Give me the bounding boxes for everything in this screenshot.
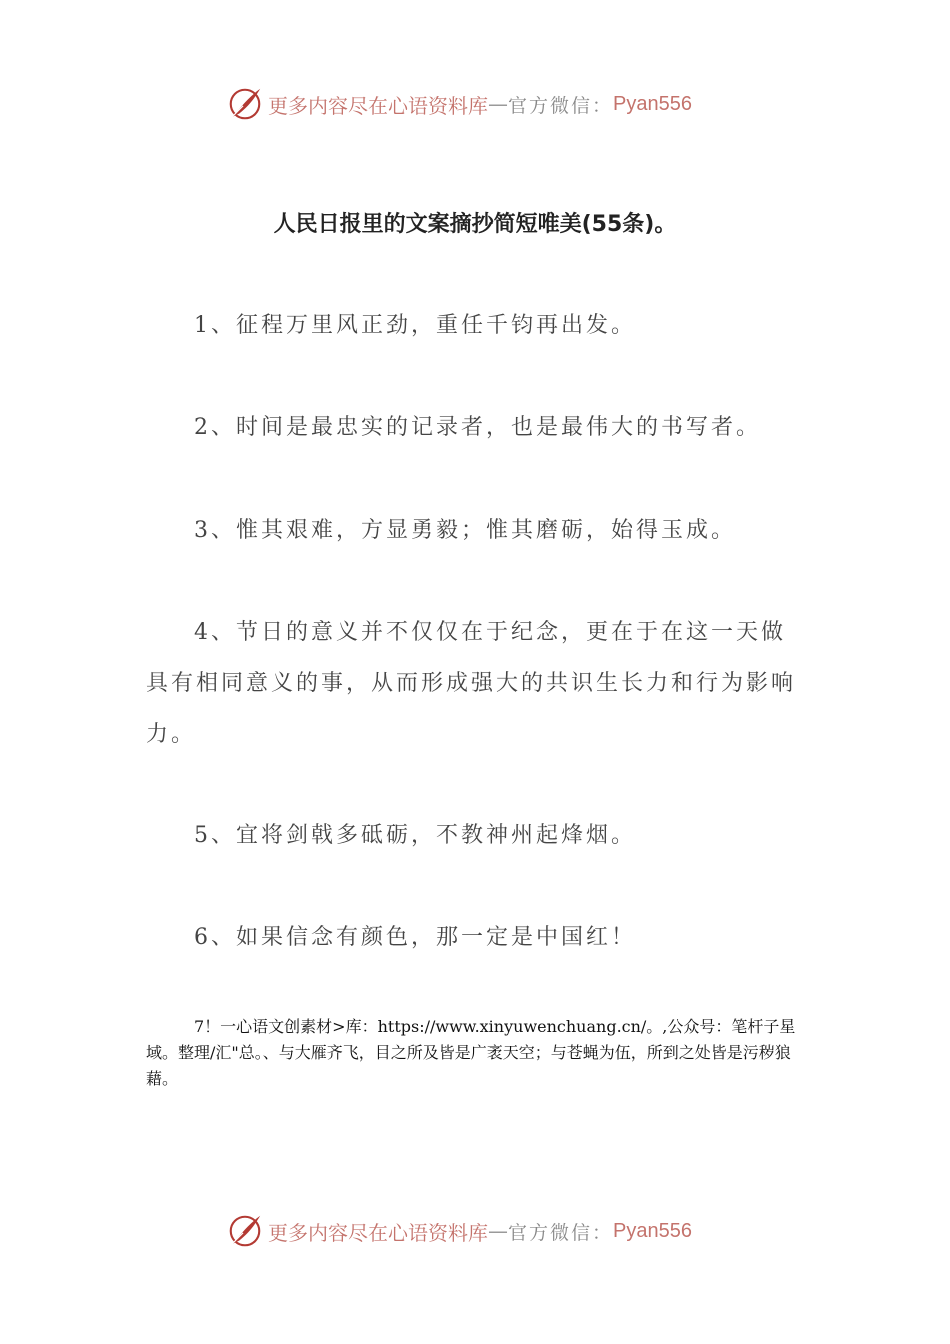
- list-item: 2、时间是最忠实的记录者，也是最伟大的书写者。: [194, 415, 761, 440]
- banner-wechat-id: Pyan556: [613, 92, 692, 115]
- list-item: 5、宜将剑戟多砥砺，不教神州起烽烟。: [194, 823, 636, 848]
- banner-wechat-label: 官方微信：: [508, 1221, 614, 1244]
- banner-wechat-id: Pyan556: [613, 1219, 692, 1242]
- list-item: 7！一心语文创素材>库：https://www.xinyuwenchuang.cn/。,公众号：笔杆子星域。整理/汇"总。、与大雁齐飞，目之所及皆是广袤天空；与苍蝇为伍，所到之处皆是污秽狼藉。: [146, 1017, 796, 1088]
- document-title: 人民日报里的文案摘抄简短唯美(55条)。: [273, 212, 677, 237]
- banner-main-text: 更多内容尽在心语资料库: [268, 1220, 488, 1245]
- banner-separator: —: [488, 92, 508, 116]
- list-item: 3、惟其艰难，方显勇毅；惟其磨砺，始得玉成。: [194, 518, 736, 543]
- banner-separator: —: [488, 1219, 508, 1243]
- list-item: 6、如果信念有颜色，那一定是中国红！: [194, 925, 636, 950]
- banner-wechat-label: 官方微信：: [508, 94, 614, 117]
- header-banner: [226, 84, 692, 124]
- list-item: 1、征程万里风正劲，重任千钧再出发。: [194, 313, 636, 338]
- quill-pen-logo-icon: [226, 85, 264, 123]
- banner-main-text: 更多内容尽在心语资料库: [268, 93, 488, 118]
- list-item: 4、节日的意义并不仅仅在于纪念，更在于在这一天做具有相同意义的事，从而形成强大的共识生长力和行为影响力。: [146, 620, 797, 747]
- footer-banner: [226, 1211, 692, 1251]
- quill-pen-logo-icon: [226, 1212, 264, 1250]
